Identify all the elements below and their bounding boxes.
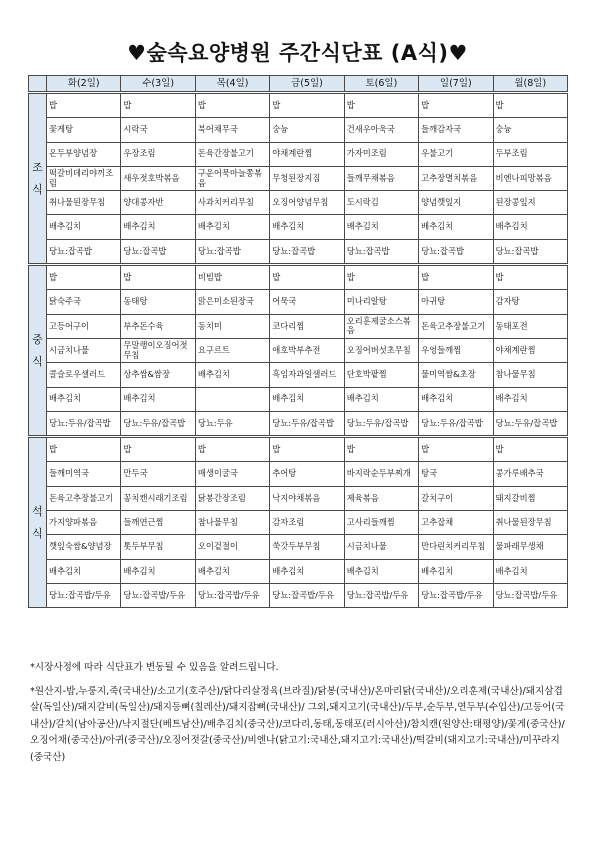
- menu-cell: 밥: [270, 265, 344, 290]
- menu-cell: 애호박부추전: [270, 338, 344, 362]
- menu-cell: 두부조림: [493, 142, 567, 166]
- menu-cell: 깻잎숙쌈&양념장: [47, 535, 121, 559]
- menu-cell: 배추김치: [270, 215, 344, 239]
- menu-cell: 당뇨:두유/잡곡밥: [121, 411, 195, 436]
- menu-cell: 당뇨:두유/잡곡밥: [419, 411, 493, 436]
- menu-cell: 떡갈비데리야끼조림: [47, 166, 121, 190]
- menu-cell: 밥: [493, 265, 567, 290]
- menu-cell: 당뇨:두유/잡곡밥: [344, 411, 418, 436]
- menu-row: [29, 191, 568, 215]
- menu-cell: 오징어버섯초무침: [344, 338, 418, 362]
- weekly-menu-table: [28, 75, 568, 608]
- menu-cell: 참나물무침: [195, 511, 269, 535]
- menu-cell: 오징어양념무침: [270, 191, 344, 215]
- menu-cell: 당뇨:잡곡밥/두유: [195, 583, 269, 607]
- menu-cell: 들깨연근찜: [121, 511, 195, 535]
- menu-cell: 고사리들깨찜: [344, 511, 418, 535]
- menu-cell: 들깨감자국: [419, 118, 493, 142]
- menu-cell: 고추장멸치볶음: [419, 166, 493, 190]
- menu-cell: 당뇨:잡곡밥/두유: [419, 583, 493, 607]
- menu-cell: 시락국: [121, 118, 195, 142]
- menu-cell: 양대콩자반: [121, 191, 195, 215]
- menu-cell: 들깨미역국: [47, 462, 121, 486]
- menu-cell: 감자탕: [493, 290, 567, 314]
- menu-cell: 밥: [121, 265, 195, 290]
- menu-row: [29, 93, 568, 118]
- menu-cell: 바지락순두부찌개: [344, 462, 418, 486]
- menu-cell: 돼지갈비찜: [493, 486, 567, 510]
- menu-cell: 코다리찜: [270, 314, 344, 338]
- menu-cell: [195, 387, 269, 411]
- menu-cell: 밥: [195, 437, 269, 462]
- menu-cell: 톳두부무침: [121, 535, 195, 559]
- menu-cell: 동태포전: [493, 314, 567, 338]
- notes-section: [30, 660, 570, 766]
- menu-cell: 배추김치: [270, 387, 344, 411]
- menu-row: [29, 290, 568, 314]
- meal-label: 석 식: [29, 437, 47, 608]
- menu-cell: 어묵국: [270, 290, 344, 314]
- menu-row: [29, 314, 568, 338]
- menu-cell: 가자미조림: [344, 142, 418, 166]
- menu-cell: 당뇨:잡곡밥: [121, 239, 195, 264]
- menu-cell: 당뇨:잡곡밥: [493, 239, 567, 264]
- change-notice: *시장사정에 따라 식단표가 변동될 수 있음을 알려드립니다.: [30, 662, 279, 673]
- day-header: 수(3일): [121, 76, 195, 93]
- menu-cell: 돈육고추장불고기: [419, 314, 493, 338]
- menu-row: [29, 142, 568, 166]
- menu-cell: 당뇨:잡곡밥/두유: [121, 583, 195, 607]
- menu-cell: 물파래무생채: [493, 535, 567, 559]
- menu-cell: 취나물된장무침: [47, 191, 121, 215]
- menu-cell: 도시락김: [344, 191, 418, 215]
- menu-cell: 배추김치: [47, 559, 121, 583]
- menu-cell: 배추김치: [47, 215, 121, 239]
- meal-label: 조 식: [29, 93, 47, 265]
- menu-cell: 새우젓호박볶음: [121, 166, 195, 190]
- menu-cell: 동태탕: [121, 290, 195, 314]
- menu-cell: 구운어묵마늘쫑볶음: [195, 166, 269, 190]
- menu-cell: 배추김치: [195, 559, 269, 583]
- day-header: 화(2일): [47, 76, 121, 93]
- menu-cell: 단호박팥찜: [344, 363, 418, 387]
- menu-cell: 낙지야채볶음: [270, 486, 344, 510]
- menu-cell: 꽃게탕: [47, 118, 121, 142]
- menu-cell: 배추김치: [419, 387, 493, 411]
- menu-cell: 콜슬로우샐러드: [47, 363, 121, 387]
- menu-cell: 당뇨:잡곡밥: [270, 239, 344, 264]
- menu-row: [29, 462, 568, 486]
- menu-cell: 숭늉: [270, 118, 344, 142]
- menu-cell: 밥: [493, 93, 567, 118]
- menu-body: [29, 93, 568, 608]
- menu-cell: 배추김치: [493, 387, 567, 411]
- menu-cell: 비빔밥: [195, 265, 269, 290]
- menu-cell: 밥: [419, 265, 493, 290]
- menu-cell: 당뇨:두유: [195, 411, 269, 436]
- menu-cell: 만두국: [121, 462, 195, 486]
- menu-cell: 사과치커리무침: [195, 191, 269, 215]
- menu-cell: 배추김치: [344, 215, 418, 239]
- day-header-row: [29, 76, 568, 93]
- page-title: ♥숲속요양병원 주간식단표 (A식)♥: [127, 41, 468, 65]
- menu-cell: 쑥갓두부무침: [270, 535, 344, 559]
- menu-cell: 북어채무국: [195, 118, 269, 142]
- menu-cell: 당뇨:두유/잡곡밥: [493, 411, 567, 436]
- menu-cell: 당뇨:잡곡밥/두유: [493, 583, 567, 607]
- menu-row: [29, 363, 568, 387]
- menu-cell: 양념깻잎지: [419, 191, 493, 215]
- menu-cell: 밥: [419, 93, 493, 118]
- menu-cell: 꽁치캔시래기조림: [121, 486, 195, 510]
- menu-cell: 당뇨:두유/잡곡밥: [270, 411, 344, 436]
- menu-cell: 시금치나물: [47, 338, 121, 362]
- menu-cell: 당뇨:잡곡밥/두유: [344, 583, 418, 607]
- menu-cell: 배추김치: [344, 387, 418, 411]
- menu-row: [29, 387, 568, 411]
- menu-cell: 탕국: [419, 462, 493, 486]
- menu-cell: 당뇨:두유/잡곡밥: [47, 411, 121, 436]
- menu-cell: 배추김치: [121, 387, 195, 411]
- origin-notice: *원산지-밥,누룽지,죽(국내산)/소고기(호주산)/닭다리살정육(브라질)/닭봉(국내산)/온마리닭(국내산)/오리훈제(국내산)/돼지삼겹살(독일산)/돼지갈비(독일산)/돼지등뼈(칠레산)/돼지잡뼈(국내산)/ 그외,돼지고기(국내산)/두부,순두부,연두부(수입산)/고등어(국내산)/갈치(남아공산)/낙지절단(베트남산)/배추김치(중국산)/코다리,동태,동태포(러시아산)/참치캔(원양산:태평양)/꽃게(중국산)/오징어채(중국산)/아귀(중국산)/오징어젓갈(중국산)/비엔나(닭고기:국내산,돼지고기:국내산)/떡갈비(돼지고기:국내산)/미꾸라지(중국산): [30, 685, 565, 763]
- menu-cell: 된장콩잎지: [493, 191, 567, 215]
- menu-cell: 당뇨:잡곡밥: [195, 239, 269, 264]
- menu-cell: 당뇨:잡곡밥/두유: [47, 583, 121, 607]
- menu-cell: 우장조림: [121, 142, 195, 166]
- day-header: 토(6일): [344, 76, 418, 93]
- menu-cell: 콩가루배추국: [493, 462, 567, 486]
- menu-cell: 건새우아욱국: [344, 118, 418, 142]
- menu-cell: 물미역쌈&초장: [419, 363, 493, 387]
- menu-cell: 밥: [121, 437, 195, 462]
- menu-cell: 동치미: [195, 314, 269, 338]
- menu-cell: 밥: [344, 93, 418, 118]
- menu-cell: 돈육고추장불고기: [47, 486, 121, 510]
- menu-cell: 우불고기: [419, 142, 493, 166]
- menu-cell: 온두부양념장: [47, 142, 121, 166]
- menu-cell: 배추김치: [270, 559, 344, 583]
- menu-cell: 숭늉: [493, 118, 567, 142]
- menu-cell: 배추김치: [195, 215, 269, 239]
- menu-cell: 밥: [47, 265, 121, 290]
- day-header: 목(4일): [195, 76, 269, 93]
- menu-row: [29, 118, 568, 142]
- menu-cell: 밥: [47, 437, 121, 462]
- menu-cell: 닭봉간장조림: [195, 486, 269, 510]
- menu-cell: 밥: [47, 93, 121, 118]
- menu-cell: 배추김치: [121, 215, 195, 239]
- menu-row: [29, 559, 568, 583]
- menu-cell: 비엔나피망볶음: [493, 166, 567, 190]
- menu-cell: 야채계란찜: [270, 142, 344, 166]
- menu-cell: 들깨무채볶음: [344, 166, 418, 190]
- menu-cell: 당뇨:잡곡밥: [344, 239, 418, 264]
- menu-cell: 매생이굴국: [195, 462, 269, 486]
- menu-cell: 배추김치: [344, 559, 418, 583]
- menu-row: [29, 411, 568, 436]
- menu-cell: 돈육간장불고기: [195, 142, 269, 166]
- menu-cell: 요구르트: [195, 338, 269, 362]
- menu-cell: 상추쌈&쌈장: [121, 363, 195, 387]
- menu-cell: 흑임자과일샐러드: [270, 363, 344, 387]
- menu-cell: 밥: [270, 93, 344, 118]
- menu-cell: 갈치구이: [419, 486, 493, 510]
- header-corner: [29, 76, 47, 93]
- menu-cell: 당뇨:잡곡밥: [419, 239, 493, 264]
- menu-cell: 밥: [419, 437, 493, 462]
- menu-cell: 밥: [344, 265, 418, 290]
- menu-row: [29, 239, 568, 264]
- menu-cell: 추어탕: [270, 462, 344, 486]
- menu-cell: 오리훈제굴소스볶음: [344, 314, 418, 338]
- menu-cell: 제육볶음: [344, 486, 418, 510]
- menu-cell: 배추김치: [121, 559, 195, 583]
- menu-cell: 무말랭이오징어젓무침: [121, 338, 195, 362]
- menu-cell: 밥: [121, 93, 195, 118]
- menu-cell: 배추김치: [419, 215, 493, 239]
- menu-cell: 무청된장지짐: [270, 166, 344, 190]
- menu-cell: 가지양파볶음: [47, 511, 121, 535]
- menu-cell: 만다린치커리무침: [419, 535, 493, 559]
- meal-label: 중 식: [29, 265, 47, 437]
- menu-cell: 부추돈수육: [121, 314, 195, 338]
- menu-cell: 맑은미소된장국: [195, 290, 269, 314]
- day-header: 금(5일): [270, 76, 344, 93]
- menu-row: [29, 535, 568, 559]
- menu-cell: 야채계란찜: [493, 338, 567, 362]
- day-header: 월(8일): [493, 76, 567, 93]
- menu-cell: 고추잡채: [419, 511, 493, 535]
- menu-row: [29, 338, 568, 362]
- menu-cell: 아귀탕: [419, 290, 493, 314]
- menu-row: [29, 265, 568, 290]
- menu-cell: 참나물무침: [493, 363, 567, 387]
- menu-cell: 감자조림: [270, 511, 344, 535]
- menu-cell: 닭숙주국: [47, 290, 121, 314]
- menu-cell: 우엉들깨찜: [419, 338, 493, 362]
- menu-cell: 밥: [270, 437, 344, 462]
- day-header: 일(7일): [419, 76, 493, 93]
- menu-cell: 배추김치: [493, 215, 567, 239]
- menu-row: [29, 437, 568, 462]
- menu-cell: 오이겉절이: [195, 535, 269, 559]
- menu-row: [29, 511, 568, 535]
- menu-cell: 배추김치: [419, 559, 493, 583]
- menu-cell: 취나물된장무침: [493, 511, 567, 535]
- menu-cell: 고등어구이: [47, 314, 121, 338]
- menu-cell: 미나리알탕: [344, 290, 418, 314]
- menu-row: [29, 486, 568, 510]
- menu-cell: 배추김치: [493, 559, 567, 583]
- menu-cell: 배추김치: [195, 363, 269, 387]
- menu-cell: 당뇨:잡곡밥: [47, 239, 121, 264]
- menu-cell: 밥: [344, 437, 418, 462]
- menu-row: [29, 583, 568, 607]
- menu-row: [29, 166, 568, 190]
- menu-cell: 밥: [195, 93, 269, 118]
- menu-cell: 시금치나물: [344, 535, 418, 559]
- menu-cell: 배추김치: [47, 387, 121, 411]
- menu-row: [29, 215, 568, 239]
- menu-cell: 당뇨:잡곡밥/두유: [270, 583, 344, 607]
- menu-cell: 밥: [493, 437, 567, 462]
